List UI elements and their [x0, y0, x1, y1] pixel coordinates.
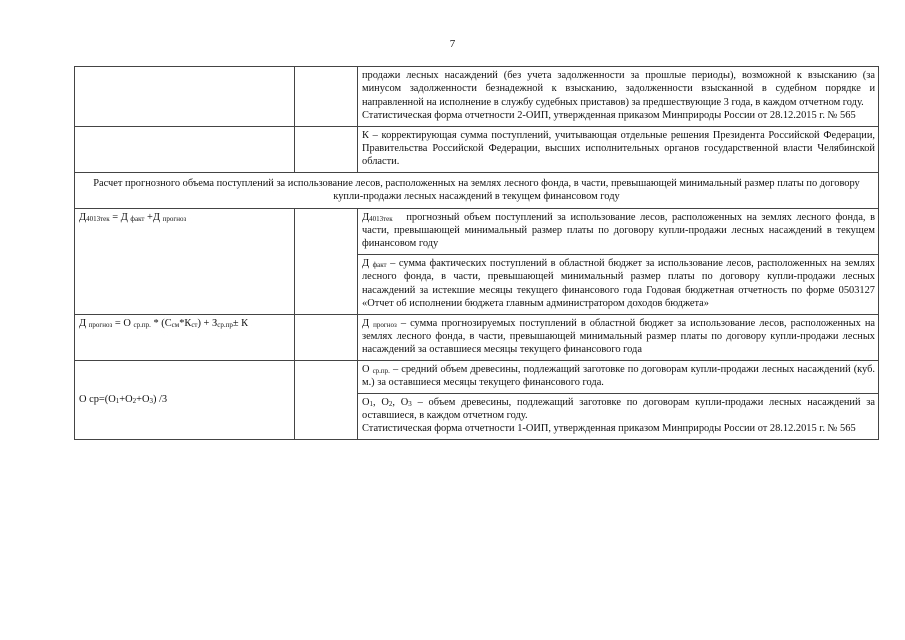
formula-subscript: 2 [132, 396, 137, 405]
empty-cell [295, 126, 358, 172]
formula-part: О ср=(О [79, 393, 116, 405]
formula-subscript: 1 [115, 396, 120, 405]
definition-symbol: О [362, 363, 373, 375]
definition-subscript: ср.пр. [372, 366, 390, 375]
formula-part: = О [112, 317, 134, 329]
definition-text: К – корректирующая сумма поступлений, учитывающая отдельные решения Президента Российской Федерации, Правительства Российской Федерации, высших исполнительных органов государственной власти Челябинской области. [362, 129, 875, 168]
formula-subscript: прогноз [162, 214, 187, 223]
definition-cell [358, 254, 879, 314]
definition-text: – средний объем древесины, подлежащий заготовке по договорам купли-продажи лесных насаждений (куб. м.) за оставшиеся месяцы текущего финансового года. [362, 363, 875, 389]
formula-part: ) + З [197, 317, 218, 329]
formula-subscript: см [171, 320, 180, 329]
definition-cell [358, 393, 879, 439]
formula-subscript: ст [191, 320, 198, 329]
definition-cell [358, 67, 879, 127]
definition-text: прогнозный объем поступлений за использование лесов, расположенных на землях лесного фонда, в части, превышающей минимальный размер платы по договору купли-продажи лесных насаждений в текущем финансовом году [362, 211, 878, 250]
formula-part: = Д [109, 211, 131, 223]
empty-cell [295, 314, 358, 360]
formula-subscript: 4013тек [86, 214, 110, 223]
formula-symbol: Д [79, 211, 87, 223]
formula-cell [75, 208, 295, 314]
formula-subscript: ср.пр [217, 320, 233, 329]
definition-subscript: прогноз [373, 320, 397, 329]
formula-part: ) /3 [152, 393, 168, 405]
definition-cell [358, 314, 879, 360]
formula-subscript: прогноз [88, 320, 113, 329]
definition-symbol: , О [392, 396, 409, 408]
definition-text: – сумма фактических поступлений в областной бюджет за использование лесов, расположенных на землях лесного фонда, в части, превышающей минимальный размер платы по договору купли-продажи лесных насаждений за истекшие месяцы текущего финансового года Годовая бюджетная отчетность по форме 0503127 «Отчет об исполнении бюджета главным администратором доходов бюджета» [362, 257, 875, 310]
formula-part: *К [179, 317, 192, 329]
definition-text: – объем древесины, подлежащий заготовке по договорам купли-продажи лесных насаждений за оставшиеся, в каждом отчетном году. [362, 396, 876, 421]
definition-subscript: 4013тек [369, 214, 393, 223]
empty-cell [295, 360, 358, 439]
definition-symbol: Д [362, 317, 374, 329]
table-row [75, 126, 879, 172]
formula-part: +О [119, 393, 133, 405]
definition-subscript: факт [372, 260, 387, 269]
formula-symbol: Д [79, 317, 89, 329]
source-text: Статистическая форма отчетности 1-ОИП, утвержденная приказом Минприроды России от 28.12.2015 г. № 565 [362, 423, 856, 435]
definition-symbol: Д [362, 257, 373, 269]
table-row [75, 360, 879, 393]
section-heading: Расчет прогнозного объема поступлений за использование лесов, расположенных на землях лесного фонда, в части, превышающей минимальный размер платы по договору купли-продажи лесных насаждений в текущем финансовом году [75, 172, 879, 208]
empty-cell [295, 67, 358, 127]
empty-cell [295, 208, 358, 314]
formula-subscript: 3 [149, 396, 153, 405]
formula-part: +Д [144, 211, 163, 223]
table-row [75, 172, 879, 208]
table-row [75, 208, 879, 254]
empty-cell [75, 67, 295, 127]
definition-subscript: 3 [408, 399, 412, 408]
table-row [75, 314, 879, 360]
empty-cell [75, 126, 295, 172]
definition-cell [358, 360, 879, 393]
page-number: 7 [449, 38, 456, 50]
formula-part: ± К [232, 317, 249, 329]
methodology-table [74, 66, 879, 440]
formula-part: * (С [150, 317, 172, 329]
formula-part: +О [136, 393, 150, 405]
formula-subscript: ср.пр. [133, 320, 151, 329]
formula-subscript: факт [130, 214, 145, 223]
formula-cell [75, 314, 295, 360]
definition-text [362, 396, 875, 423]
definition-symbol: , О [373, 396, 389, 408]
formula-cell [75, 360, 295, 439]
definition-text: продажи лесных насаждений (без учета задолженности за прошлые периоды), возможной к взысканию (за минусом задолженности безнадежной к взысканию, задолженности взысканной в судебном порядке и направленной на исполнение в службу судебных приставов) за предшествующие 3 года, в каждом отчетном году. [362, 70, 875, 108]
definition-symbol: О [362, 396, 370, 408]
definition-subscript: 2 [388, 399, 393, 408]
definition-cell [358, 208, 879, 254]
definition-text: – сумма прогнозируемых поступлений в областной бюджет за использование лесов, расположенных на землях лесного фонда, в части, превышающей минимальный размер платы по договору купли-продажи лесных насаждений за оставшиеся месяцы текущего финансового года [362, 317, 875, 356]
table-row [75, 67, 879, 127]
definition-subscript: 1 [369, 399, 374, 408]
definition-cell [358, 126, 879, 172]
source-text: Статистическая форма отчетности 2-ОИП, утвержденная приказом Минприроды России от 28.12.2015 г. № 565 [362, 110, 856, 122]
definition-symbol: Д [362, 211, 370, 223]
